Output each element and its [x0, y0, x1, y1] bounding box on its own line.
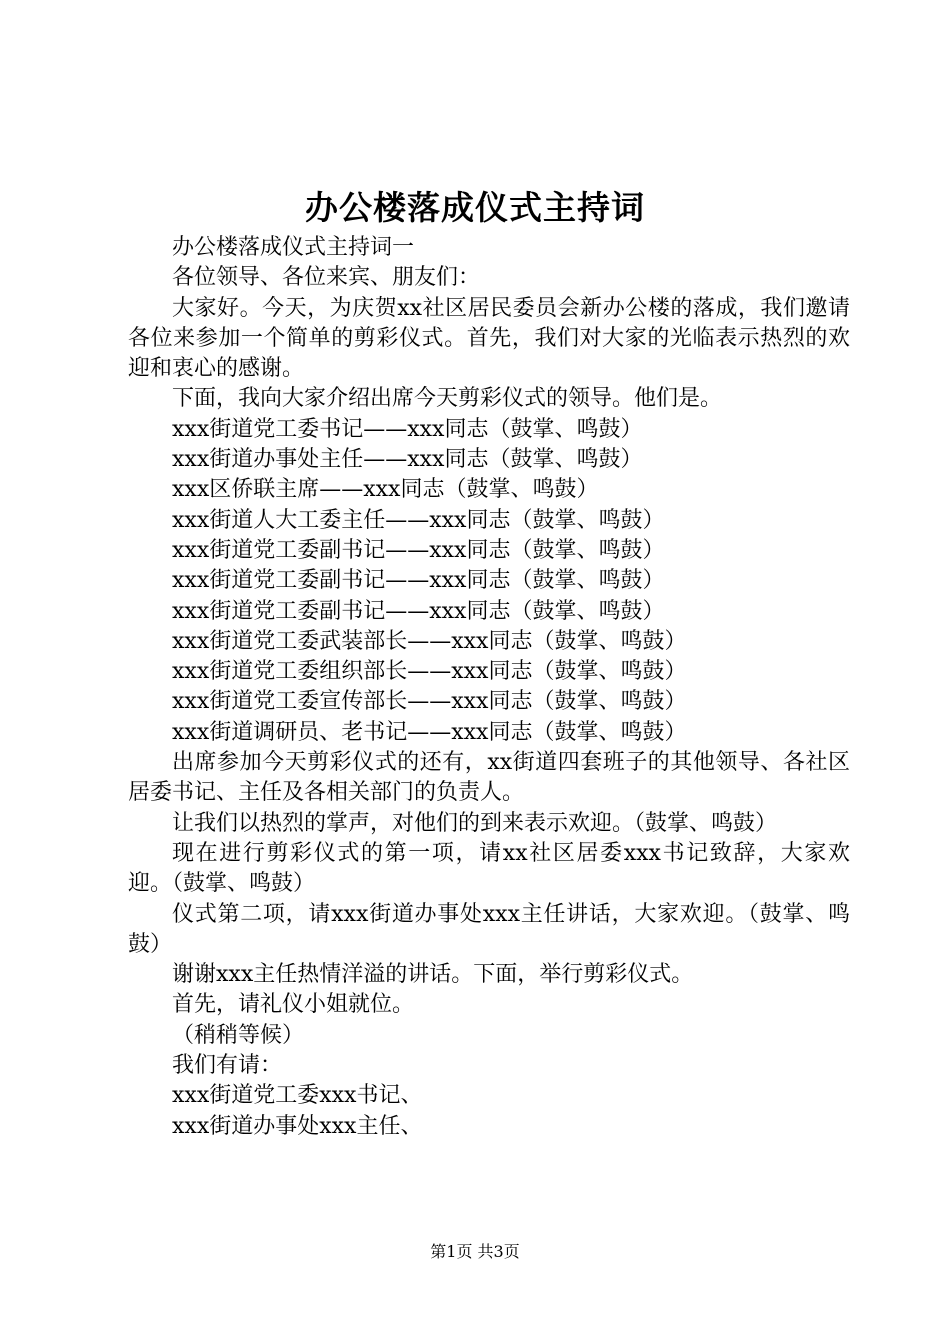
paragraph: xxx街道党工委武装部长——xxx同志（鼓掌、鸣鼓） — [172, 628, 687, 654]
paragraph: xxx街道党工委副书记——xxx同志（鼓掌、鸣鼓） — [172, 568, 665, 594]
paragraph: xxx区侨联主席——xxx同志（鼓掌、鸣鼓） — [172, 477, 599, 503]
paragraph: xxx街道党工委书记——xxx同志（鼓掌、鸣鼓） — [172, 416, 643, 442]
paragraph: 下面，我向大家介绍出席今天剪彩仪式的领导。他们是。 — [172, 386, 723, 412]
paragraph: xxx街道办事处主任——xxx同志（鼓掌、鸣鼓） — [172, 447, 643, 473]
paragraph: 我们有请： — [172, 1053, 283, 1079]
paragraph: xxx街道党工委组织部长——xxx同志（鼓掌、鸣鼓） — [172, 659, 687, 685]
paragraph: xxx街道党工委宣传部长——xxx同志（鼓掌、鸣鼓） — [172, 689, 687, 715]
paragraph: 谢谢xxx主任热情洋溢的讲话。下面，举行剪彩仪式。 — [172, 962, 694, 988]
document-body — [128, 233, 850, 1142]
paragraph: xxx街道党工委副书记——xxx同志（鼓掌、鸣鼓） — [172, 598, 665, 624]
page-footer: 第1页 共3页 — [430, 1242, 520, 1261]
paragraph: xxx街道党工委副书记——xxx同志（鼓掌、鸣鼓） — [172, 537, 665, 563]
paragraph: 出席参加今天剪彩仪式的还有，xx街道四套班子的其他领导、各社区居委书记、主任及各相关部门的负责人。 — [128, 750, 850, 806]
paragraph: xxx街道办事处xxx主任、 — [172, 1113, 423, 1139]
paragraph: 各位领导、各位来宾、朋友们： — [172, 265, 481, 291]
paragraph: 现在进行剪彩仪式的第一项，请xx社区居委xxx书记致辞，大家欢迎。（鼓掌、鸣鼓） — [128, 840, 850, 897]
paragraph: 首先，请礼仪小姐就位。 — [172, 992, 415, 1018]
paragraph: xxx街道人大工委主任——xxx同志（鼓掌、鸣鼓） — [172, 507, 665, 533]
paragraph: 办公楼落成仪式主持词一 — [172, 235, 415, 260]
paragraph: （稍稍等候） — [172, 1022, 305, 1048]
document-title: 办公楼落成仪式主持词 — [305, 188, 645, 227]
paragraph: 仪式第二项，请xxx街道办事处xxx主任讲话，大家欢迎。（鼓掌、鸣鼓） — [128, 901, 850, 957]
paragraph: 大家好。今天，为庆贺xx社区居民委员会新办公楼的落成，我们邀请各位来参加一个简单的剪彩仪式。首先，我们对大家的光临表示热烈的欢迎和衷心的感谢。 — [128, 295, 850, 382]
paragraph: xxx街道调研员、老书记——xxx同志（鼓掌、鸣鼓） — [172, 719, 687, 745]
paragraph: xxx街道党工委xxx书记、 — [172, 1083, 423, 1109]
paragraph: 让我们以热烈的掌声，对他们的到来表示欢迎。（鼓掌、鸣鼓） — [172, 810, 778, 836]
